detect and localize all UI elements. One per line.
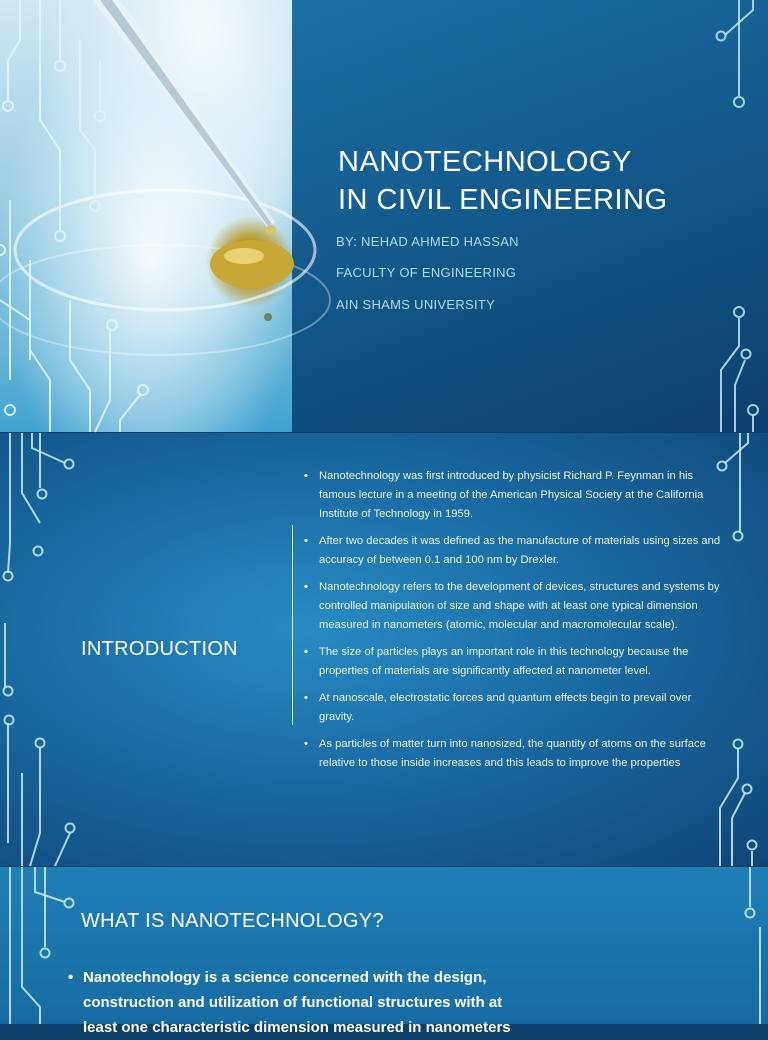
introduction-bullet-list: [303, 467, 723, 781]
faculty-line: FACULTY OF ENGINEERING: [336, 265, 517, 280]
list-item: • The size of particles plays an important role in this technology because the properties of materials are significantly affected at nanometer level.: [303, 643, 723, 681]
circuit-lines-right-slide3: [730, 867, 768, 1024]
introduction-slide: [0, 433, 768, 866]
introduction-heading: INTRODUCTION: [81, 638, 238, 660]
title-line-1: NANOTECHNOLOGY: [338, 146, 632, 178]
list-item: • At nanoscale, electrostatic forces and quantum effects begin to prevail over gravity.: [303, 689, 723, 727]
author-line: BY: NEHAD AHMED HASSAN: [336, 234, 519, 249]
circuit-lines-left-slide2: [0, 433, 90, 866]
list-item: • Nanotechnology refers to the development of devices, structures and systems by controlled manipulation of size and shape with at least one typical dimension measured in nanometers (atomic, molecular and macromolecular scale).: [303, 578, 723, 635]
definition-bullet: • Nanotechnology is a science concerned with the design, construction and utilization of functional structures with at least one characteristic dimension measured in nanometers: [68, 965, 528, 1040]
presentation-title: [338, 143, 668, 219]
list-item: • As particles of matter turn into nanosized, the quantity of atoms on the surface relative to those inside increases and this leads to improve the properties: [303, 735, 723, 773]
what-is-heading: WHAT IS NANOTECHNOLOGY?: [81, 910, 384, 932]
circuit-lines-right: [705, 0, 768, 432]
title-line-2: IN CIVIL ENGINEERING: [338, 184, 668, 216]
title-slide: [0, 0, 768, 432]
list-item: • After two decades it was defined as the manufacture of materials using sizes and accuracy of between 0.1 and 100 nm by Drexler.: [303, 532, 723, 570]
pipette-illustration: [0, 0, 292, 432]
what-is-nanotechnology-slide: [0, 867, 768, 1036]
university-line: AIN SHAMS UNIVERSITY: [336, 297, 496, 312]
lab-pipette-photo: [0, 0, 292, 432]
divider-line: [292, 525, 293, 725]
list-item: • Nanotechnology was first introduced by physicist Richard P. Feynman in his famous lecture in a meeting of the American Physical Society at the California Institute of Technology in 1959.: [303, 467, 723, 524]
